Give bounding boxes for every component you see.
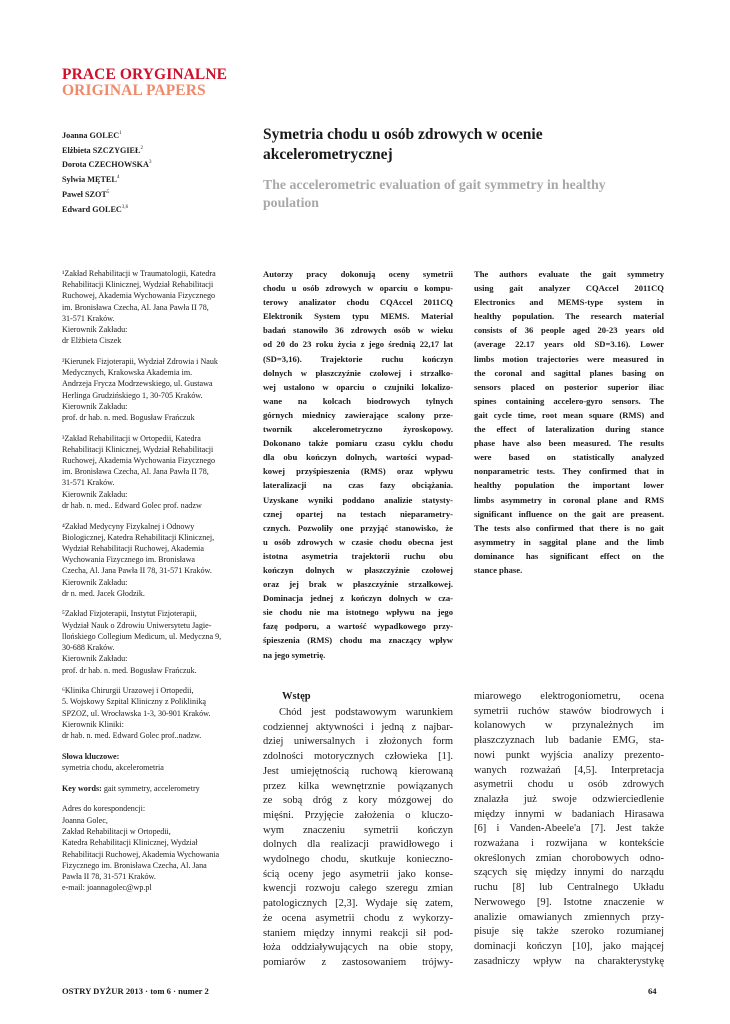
affiliation-6 [62,685,248,741]
affiliation-line: Wychowania Fizycznego im. Bronisława [62,555,196,565]
body-line: codziennej aktywności i jedną z najbar- [263,721,453,733]
body-line: dziej uniwersalnych i złożonych form [263,736,453,748]
affiliation-line: 31-571 Kraków. [62,313,115,323]
abstract-line: terowy analizator chodu CQAccel 2011CQ [263,297,453,308]
body-line: szących się między innymi do narządu [474,867,664,879]
abstract-pl [263,267,453,662]
body-line: ze sobą dróg z kory mózgowej do [263,795,453,807]
keywords-en-text: gait symmetry, accelerometry [103,783,200,793]
keywords-en-label: Key words: [62,783,102,793]
affiliation-5 [62,608,248,675]
abstract-line: The tests also confirmed that there is no gait [474,522,664,533]
abstract-line: istotna asymetria trajektorii ruchu obu [263,550,453,561]
body-line: mięśni. Przyjęcie założenia o kluczo- [263,809,453,821]
abstract-en [474,267,664,577]
body-line: dolnych dla realizacji prawidłowego i [263,839,453,851]
body-line: nowi punkt wyjścia analizy prezento- [474,749,664,761]
body-line: analizie omawianych zmiennych przy- [474,911,664,923]
body-line: ruchu [8] lub Centralnego Układu [474,882,664,894]
abstract-line: śpieszenia (RMS) chodu ma znaczący wpływ [263,635,453,646]
affiliation-line: Kierownik Zakładu: [62,401,128,411]
abstract-line: Uzyskane wyniki poddano analizie statysty- [263,494,453,505]
abstract-line: górnych miednicy zawierające scalony prze- [263,409,453,420]
body-line: zasadniczy wpływ na charakterystykę [474,955,664,967]
body-line: kolanowych w przynależnych im [474,720,664,732]
affiliation-3 [62,433,248,511]
body-line: pisuje się także szeroko rozumianej [474,926,664,938]
abstract-line: stance phase. [474,564,523,575]
abstract-line: dolnych w płaszczyźnie czołowej i strzałko- [263,367,453,378]
affiliation-line: ⁵Zakład Fizjoterapii, Instytut Fizjoterapii, [62,609,197,619]
affiliation-line: Kierownik Zakładu: [62,577,128,587]
abstract-line: badań stanowiło 36 zdrowych osób w wieku [263,325,453,336]
abstract-line: The authors evaluate the gait symmetry [474,269,664,279]
body-line: że ocena asymetrii chodu z wykorzy- [263,912,453,924]
body-line: zdolności motorycznych człowieka [1]. [263,751,453,763]
abstract-line: fazę podporu, a wartość wypadkowego przy- [263,621,453,632]
intro-heading: Wstęp [282,691,311,702]
body-line: patologicznych [2,3]. Wydaje się zatem, [263,898,453,910]
abstract-line: dla obu kończyn dolnych, wartości wypad- [263,452,453,463]
author: Elżbieta SZCZYGIEŁ$^2$ [62,145,143,155]
body-line: pomiarów z zastosowaniem trójwy- [263,956,453,968]
abstract-line: cznej opartej na testach nieparametry- [263,508,453,519]
correspondence-line: Katedra Rehabilitacji Klinicznej, Wydział [62,838,198,848]
body-line: kwencji rozwoju całego szeregu zmian [263,883,453,895]
affiliation-line: llońskiego Collegium Medicum, ul. Medyczna 9, [62,631,222,641]
keywords-pl-text: symetria chodu, akcelerometria [62,762,164,772]
body-line: rozważana i rozwijana w kontekście [474,838,664,850]
keywords-pl [62,751,248,773]
body-line: płaszczyznach lub badanie EMG, sta- [474,735,664,747]
body-line: Chód jest podstawowym warunkiem [279,707,453,718]
affiliation-line: ¹Zakład Rehabilitacji w Traumatologii, Katedra [62,269,216,278]
affiliation-1 [62,268,248,346]
abstract-line: twornik akcelerometryczno żyroskopowy. [263,424,453,435]
body-line: [6] i Vanden-Abeele'a [7]. Jest także [474,823,664,835]
abstract-line: asymmetry in saggital plane and the limb [474,536,664,547]
article-title-pl: Symetria chodu u osób zdrowych w ocenie akcelerometrycznej [263,126,543,163]
affiliation-line: Biologicznej, Katedra Rehabilitacji Klinicznej, [62,532,215,542]
affiliation-4 [62,521,248,599]
body-line: ścią oceny jego asymetrii jako konse- [263,868,453,880]
section-label-pl: PRACE ORYGINALNE [62,66,228,83]
body-line: między innymi w badaniach Hirasawa [474,808,664,820]
affiliation-line: dr n. med. Jacek Głodzik. [62,588,145,598]
abstract-line: (SD=3,16). Trajektorie ruchu kończyn [263,353,453,364]
affiliation-line: 31-571 Kraków. [62,478,115,488]
author: Edward GOLEC$^{3,6}$ [62,204,129,214]
author: Paweł SZOT$^5$ [62,189,110,199]
affiliation-line: Rehabilitacji Klinicznej, Wydział Rehabilitacji [62,280,214,290]
abstract-line: the coronal and sagittal planes basing on [474,367,664,378]
abstract-line: using gait analyzer CQAccel 2011CQ [474,283,664,294]
affiliation-line: Medycznych, Krakowska Akademia im. [62,368,193,378]
abstract-line: lateralizacji na czas fazy obciążania. [263,480,453,491]
abstract-line: gait cycle time, root mean square (RMS) and [474,409,664,420]
correspondence-line: Rehabilitacji Ruchowej, Akademia Wychowania [62,849,220,859]
affiliations-column [62,268,248,894]
abstract-line: consists of 36 people aged 20-23 years old [474,325,664,336]
affiliation-line: Ruchowej, Akademia Wychowania Fizycznego [62,456,216,466]
abstract-line: Electronics and MEMS-type system in [474,297,664,308]
body-text-right [474,690,664,969]
author: Joanna GOLEC$^1$ [62,131,122,140]
abstract-line: (average 22.17 years old SD=3.16). Lower [474,339,664,350]
abstract-line: were based on statistically analyzed [474,452,664,463]
body-line: Jest umiejętnością ruchową kierowaną [263,765,453,777]
body-line: wanych rozważań [4,5]. Interpretacja [474,764,664,776]
affiliation-line: Kierownik Zakładu: [62,654,128,664]
affiliation-line: dr hab. n. med. Edward Golec prof..nadzw. [62,731,202,741]
abstract-line: wane na kolcach biodrowych tylnych [263,395,453,406]
abstract-line: kowej przyśpieszenia (RMS) oraz wpływu [263,466,453,477]
affiliation-line: Herlinga Grudzińskiego 1, 30-705 Kraków. [62,390,203,400]
affiliation-line: Ruchowej, Akademia Wychowania Fizycznego [62,291,216,301]
keywords-pl-label: Słowa kluczowe: [62,751,120,761]
abstract-line: cznych. Pozwoliły one przyjąć stanowisko, że [263,522,453,533]
affiliation-line: Kierownik Kliniki: [62,719,124,729]
affiliation-line: 30-688 Kraków. [62,643,115,653]
body-line: wym znaczeniu symetrii kończyn [263,824,453,836]
affiliation-line: ⁶Klinika Chirurgii Urazowej i Ortopedii, [62,686,194,696]
body-line: staniem między innymi reakcji sił pod- [263,927,453,939]
affiliation-line: im. Bronisława Czecha, Al. Jana Pawła II 78, [62,467,209,477]
abstract-line: u osób zdrowych w czasie chodu obecna jest [263,536,453,547]
body-line: asymetrii chodu u osób zdrowych [474,779,664,791]
affiliation-line: ²Kierunek Fizjoterapii, Wydział Zdrowia i Nauk [62,356,218,366]
abstract-line: chodu u osób zdrowych w oparciu o kompu- [263,283,453,294]
affiliation-2 [62,356,248,423]
abstract-line: significant influence on the gait are preasent. [474,508,664,519]
abstract-line: spines containing accelero-gyro sensors. The [474,395,664,406]
correspondence-line: Zakład Rehabilitacji w Ortopedii, [62,826,171,836]
correspondence-line: Pawła II 78, 31-571 Kraków. [62,872,156,882]
author: Dorota CZECHOWSKA$^3$ [62,160,152,170]
abstract-line: the effect of lateralization during stance [474,424,664,435]
affiliation-line: dr hab. n. med.. Edward Golec prof. nadzw [62,500,202,510]
body-line: określonych zmian chorobowych odno- [474,852,664,864]
abstract-line: limbs asymmetry in coronal plane and RMS [474,494,664,505]
body-line: wydolnego chodu, skutkuje konieczno- [263,854,453,866]
abstract-line: wej ustalono w oparciu o czujniki lokalizo- [263,381,453,392]
abstract-line: healthy population. The research material [474,311,664,322]
journal-footer: OSTRY DYŻUR 2013 · tom 6 · numer 2 [62,986,209,996]
abstract-line: na jego symetrię. [263,649,326,660]
affiliation-line: Rehabilitacji Klinicznej, Wydział Rehabilitacji [62,444,214,454]
body-line: znalazła już swoje odzwierciedlenie [474,793,664,805]
correspondence-line: Adres do korespondencji: [62,804,146,814]
abstract-line: dominance has significant effect on the [474,550,664,561]
abstract-line: Dominacja jednej z kończyn dolnych w cza- [263,593,453,604]
body-line: dominacji kończyn [10], jako mającej [474,940,664,952]
affiliation-line: SPZOZ, ul. Wrocławska 1-3, 30-901 Kraków. [62,708,211,718]
author-list [62,128,252,216]
affiliation-line: prof. dr hab. n. med. Bogusław Frańczuk. [62,665,197,675]
abstract-line: phase have also been measured. The results [474,438,664,449]
affiliation-line: ³Zakład Rehabilitacji w Ortopedii, Katedra [62,433,201,443]
abstract-line: sensors placed on posterior superior iliac [474,381,664,392]
abstract-line: od 20 do 23 roku życia z jego średnią 22,17 lat [263,339,453,350]
abstract-line: Elektronik System typu MEMS. Materiał [263,311,453,322]
affiliation-list [62,268,248,741]
affiliation-line: Kierownik Zakładu: [62,489,128,499]
affiliation-line: ⁴Zakład Medycyny Fizykalnej i Odnowy [62,521,195,531]
abstract-line: sie chodu nie ma istotnego wpływu na jego [263,607,453,618]
affiliation-line: 5. Wojskowy Szpital Kliniczny z Polikliniką [62,697,206,707]
page-number: 64 [648,986,657,996]
abstract-line: nonparametric tests. They confirmed that in [474,466,664,477]
affiliation-line: Kierownik Zakładu: [62,325,128,335]
correspondence-block [62,803,248,893]
body-line: łoża oddziaływujących na obie stopy, [263,942,453,954]
affiliation-line: dr Elżbieta Ciszek [62,336,122,346]
affiliation-line: prof. dr hab. n. med. Bogusław Frańczuk [62,412,195,422]
article-title-en: The accelerometric evaluation of gait symmetry in healthy poulation [263,177,606,210]
affiliation-line: Andrzeja Frycza Modrzewskiego, ul. Gustawa [62,379,213,389]
section-label-en: ORIGINAL PAPERS [62,82,206,99]
body-line: symetrii ruchów stawów biodrowych i [474,705,664,717]
affiliation-line: im. Bronisława Czecha, Al. Jana Pawła II 78, [62,302,209,312]
abstract-line: Dokonano także pomiaru czasu cyklu chodu [263,438,453,449]
abstract-line: kończyn dolnych w płaszczyźnie czołowej [263,564,453,575]
correspondence-line: Joanna Golec, [62,815,108,825]
affiliation-line: Wydział Rehabilitacji Ruchowej, Akademia [62,543,205,553]
body-line: przez kilka wewnętrznie powiązanych [263,780,453,792]
body-line: miarowego elektrogoniometru, ocena [474,691,664,702]
affiliation-line: Wydział Nauk o Zdrowiu Uniwersytetu Jagie- [62,620,212,630]
body-line: Nerwowego [9]. Istotne znaczenie w [474,896,664,908]
abstract-line: oraz jej brak w płaszczyźnie strzałkowej. [263,579,453,590]
correspondence-line: Fizycznego im. Bronisława Czecha, Al. Jana [62,860,207,870]
correspondence-line: e-mail: joannagolec@wp.pl [62,883,152,893]
affiliation-line: Czecha, Al. Jana Pawła II 78, 31-571 Kraków. [62,566,212,576]
abstract-line: limbs motion trajectories were measured in [474,353,664,364]
keywords-en [62,783,248,794]
body-text-left [263,706,453,971]
author: Sylwia MĘTEL$^4$ [62,175,120,185]
abstract-line: Autorzy pracy dokonują oceny symetrii [263,269,453,279]
abstract-line: healthy population the important lower [474,480,664,491]
